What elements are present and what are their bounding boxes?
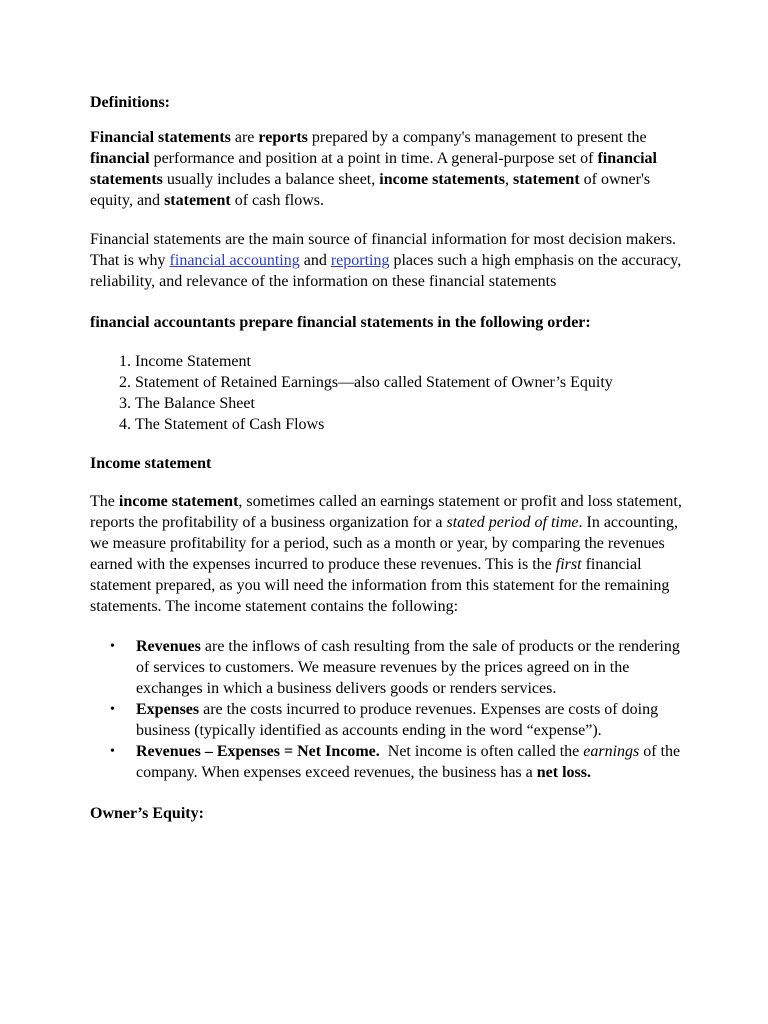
reporting-link[interactable]: reporting <box>330 252 390 269</box>
income-statement-heading: Income statement <box>90 455 212 472</box>
list-item: 4. The Statement of Cash Flows <box>135 414 690 435</box>
text: Net income is often called the <box>379 743 584 760</box>
text: Financial statements are the main source of financial information for most decision makers. That is why <box>90 231 677 269</box>
bullet-icon: • <box>110 744 115 759</box>
bullet-icon: • <box>110 639 115 654</box>
text: of the company. When expenses exceed revenues, the business has a <box>136 743 681 781</box>
text: prepared by a company's management to present the <box>307 129 647 146</box>
definitions-paragraph-1 <box>90 127 690 211</box>
text: are the costs incurred to produce revenues. Expenses are costs of doing business (typically identified as accounts ending in the word “expense”). <box>136 701 659 739</box>
bold-text: financial <box>90 150 150 167</box>
text: are <box>230 129 259 146</box>
text: financial statement prepared, as you will need the information from this statement for the remaining statements. The income statement contains the following: <box>90 556 670 615</box>
bullet-icon: • <box>110 702 115 717</box>
text: places such a high emphasis on the accuracy, reliability, and relevance of the information on these financial statements <box>90 252 682 290</box>
bold-text: Expenses <box>136 701 200 718</box>
bold-text: net loss. <box>536 764 591 781</box>
list-item <box>90 699 690 741</box>
order-heading: financial accountants prepare financial statements in the following order: <box>90 314 591 331</box>
bold-text: Financial statements <box>90 129 231 146</box>
text: usually includes a balance sheet, <box>162 171 380 188</box>
bold-text: Revenues – Expenses = Net Income. <box>136 743 380 760</box>
bold-text: income statement <box>118 493 239 510</box>
income-components-list <box>90 636 690 783</box>
list-item: 1. Income Statement <box>135 351 690 372</box>
bold-text: financial statements <box>90 150 657 188</box>
bold-text: reports <box>258 129 308 146</box>
list-item <box>90 741 690 783</box>
bold-text: statement <box>513 171 580 188</box>
italic-text: stated period of time <box>446 514 579 531</box>
list-item <box>90 636 690 699</box>
income-statement-paragraph <box>90 491 690 617</box>
definitions-paragraph-2 <box>90 229 690 292</box>
text: , sometimes called an earnings statement or profit and loss statement, reports the profitability of a business organization for a <box>90 493 682 531</box>
text: of owner's equity, and <box>90 171 651 209</box>
text: of cash flows. <box>230 192 325 209</box>
definitions-heading: Definitions: <box>90 94 170 111</box>
bold-text: Revenues <box>136 638 201 655</box>
text: , <box>505 171 513 188</box>
list-item: 2. Statement of Retained Earnings—also called Statement of Owner’s Equity <box>135 372 690 393</box>
text: . In accounting, we measure profitability for a period, such as a month or year, by comparing the revenues earned with the expenses incurred to produce these revenues. This is the <box>90 514 679 573</box>
italic-text: earnings <box>583 743 640 760</box>
text: The <box>90 493 119 510</box>
bold-text: statement <box>164 192 231 209</box>
document-page <box>90 92 690 824</box>
statement-order-list <box>90 351 690 435</box>
text: are the inflows of cash resulting from the sale of products or the rendering of services to customers. We measure revenues by the prices agreed on in the exchanges in which a business delivers goods or renders services. <box>136 638 680 697</box>
italic-text: first <box>555 556 582 573</box>
text: performance and position at a point in time. A general-purpose set of <box>149 150 598 167</box>
financial-accounting-link[interactable]: financial accounting <box>169 252 300 269</box>
owners-equity-heading: Owner’s Equity: <box>90 805 204 822</box>
bold-text: income statements <box>379 171 505 188</box>
text: and <box>299 252 331 269</box>
list-item: 3. The Balance Sheet <box>135 393 690 414</box>
